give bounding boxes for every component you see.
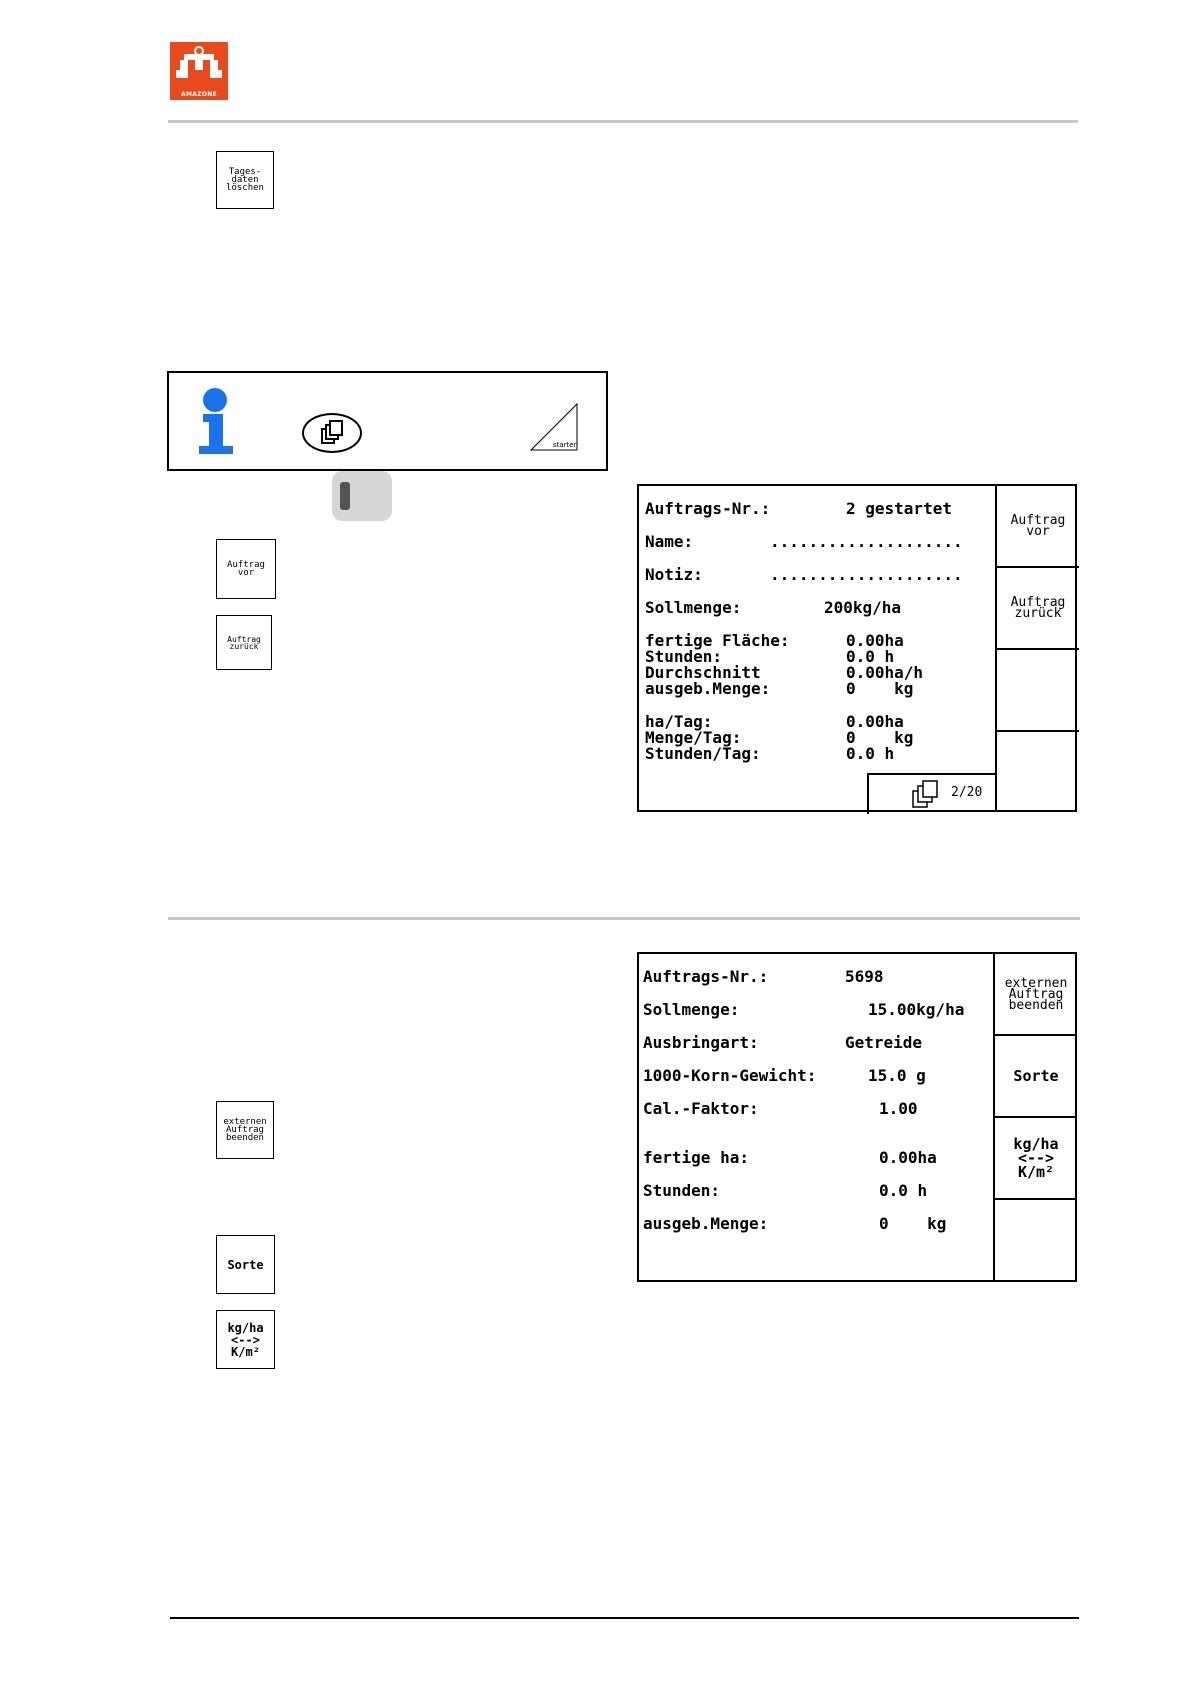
- softkey-empty[interactable]: [995, 1200, 1077, 1280]
- header-rule: [168, 120, 1078, 123]
- softkey-auftrag-zurueck[interactable]: Auftrag zurück: [997, 568, 1079, 650]
- row-value: 2 gestartet: [846, 499, 952, 518]
- row-value: ....................: [770, 532, 963, 551]
- row-value: 0.0 h: [846, 647, 895, 666]
- pages-icon: [304, 415, 360, 451]
- row-label: Notiz:: [645, 565, 703, 584]
- row-value: 0 kg: [846, 679, 914, 698]
- tractor-logo-icon: [170, 42, 228, 92]
- softkey-column: [995, 486, 1079, 810]
- row-label: Stunden:: [645, 647, 723, 666]
- row-label: Auftrags-Nr.:: [643, 967, 769, 986]
- row-label: Name:: [645, 532, 694, 551]
- row-label: ausgeb.Menge:: [645, 679, 771, 698]
- pages-icon: [909, 777, 943, 811]
- row-value: 0 kg: [879, 1214, 947, 1233]
- row-label: Auftrags-Nr.:: [645, 499, 771, 518]
- row-label: Cal.-Faktor:: [643, 1099, 759, 1118]
- row-label: Sollmenge:: [645, 598, 742, 617]
- softkey-externen-auftrag-beenden[interactable]: externen Auftrag beenden: [995, 954, 1077, 1036]
- softkey-empty[interactable]: [997, 650, 1079, 732]
- row-value: 15.0 g: [868, 1066, 926, 1085]
- logo-text: AMAZONE: [181, 91, 217, 98]
- row-value: 5698: [845, 967, 884, 986]
- row-value: Getreide: [845, 1033, 923, 1052]
- row-value: 0 kg: [846, 728, 914, 747]
- info-icon-dot: [203, 388, 227, 412]
- row-label: Ausbringart:: [643, 1033, 759, 1052]
- row-label: Sollmenge:: [643, 1000, 740, 1019]
- row-label: ausgeb.Menge:: [643, 1214, 769, 1233]
- row-value: ....................: [770, 565, 963, 584]
- section-divider: [168, 917, 1080, 920]
- softkey-empty[interactable]: [997, 732, 1079, 810]
- row-value: 1.00: [879, 1099, 918, 1118]
- row-value: 15.00kg/ha: [868, 1000, 965, 1019]
- row-label: 1000-Korn-Gewicht:: [643, 1066, 817, 1085]
- sorte-key[interactable]: Sorte: [216, 1235, 275, 1294]
- footer-rule: [170, 1617, 1079, 1619]
- row-value: 0.0 h: [846, 744, 895, 763]
- softkey-sorte[interactable]: Sorte: [995, 1036, 1077, 1118]
- auftrag-vor-key[interactable]: Auftrag vor: [216, 539, 276, 599]
- row-value: 0.00ha: [846, 712, 904, 731]
- info-icon: [199, 414, 235, 454]
- terminal-screen-external-job: [637, 952, 1077, 1282]
- page-key-oval[interactable]: [302, 413, 362, 453]
- row-value: 0.00ha: [879, 1148, 937, 1167]
- row-value: 0.00ha/h: [846, 663, 924, 682]
- externen-auftrag-beenden-key[interactable]: externen Auftrag beenden: [216, 1101, 274, 1159]
- row-label: Stunden/Tag:: [645, 744, 761, 763]
- kgha-toggle-key[interactable]: kg/ha <--> K/m²: [216, 1310, 275, 1369]
- softkey-kgha-toggle[interactable]: kg/ha <--> K/m²: [995, 1118, 1077, 1200]
- row-value: 0.0 h: [879, 1181, 928, 1200]
- tagesdaten-loeschen-key[interactable]: Tages- daten löschen: [216, 151, 274, 209]
- row-label: fertige ha:: [643, 1148, 749, 1167]
- softkey-auftrag-vor[interactable]: Auftrag vor: [997, 486, 1079, 568]
- terminal-screen-job: [637, 484, 1077, 812]
- row-label: ha/Tag:: [645, 712, 713, 731]
- row-label: Durchschnitt: [645, 663, 761, 682]
- row-label: Menge/Tag:: [645, 728, 742, 747]
- row-label: fertige Fläche:: [645, 631, 790, 650]
- row-value: 200kg/ha: [824, 598, 902, 617]
- start-label: starten: [552, 441, 578, 449]
- button-indicator: [340, 482, 350, 510]
- page-number: 2/20: [951, 785, 983, 800]
- page-indicator: [867, 773, 997, 814]
- auftrag-zurueck-key[interactable]: Auftrag zurück: [216, 615, 272, 670]
- row-label: Stunden:: [643, 1181, 721, 1200]
- row-value: 0.00ha: [846, 631, 904, 650]
- softkey-column: [993, 954, 1077, 1280]
- amazone-logo: [170, 42, 228, 100]
